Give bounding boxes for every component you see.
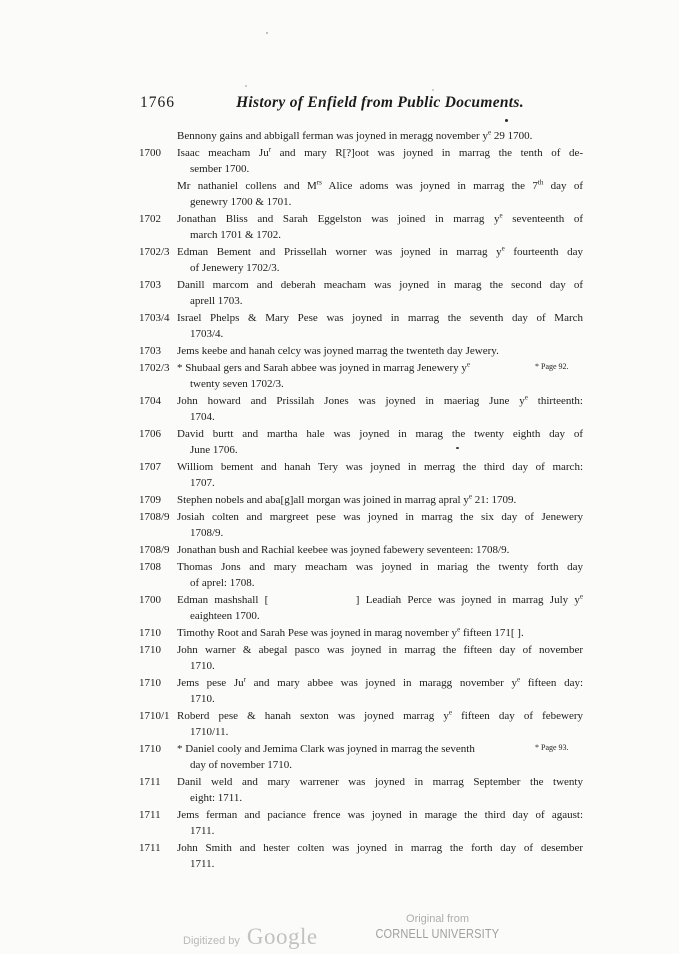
record-line: Isaac meacham Ju$^r$ and mary R[?]oot was joyned in marrag the tenth of de- bbox=[177, 145, 584, 159]
record-entry bbox=[139, 178, 583, 210]
record-entry bbox=[139, 642, 583, 674]
record-line: eaighteen 1700. bbox=[190, 610, 260, 622]
institution-name: CORNELL UNIVERSITY bbox=[375, 927, 500, 941]
record-year: 1710 bbox=[139, 644, 161, 656]
record-line: Timothy Root and Sarah Pese was joyned in marag november $y^e$ fifteen 171[ ]. bbox=[177, 625, 524, 639]
record-line: day of november 1710. bbox=[190, 759, 293, 771]
scan-speck bbox=[245, 85, 247, 87]
record-text bbox=[177, 310, 583, 342]
record-year: 1702/3 bbox=[139, 362, 170, 374]
record-line: Edman Bement and Prissellah worner was joyned in marrag $y^e$ fourteenth day bbox=[177, 244, 583, 258]
record-year: 1704 bbox=[139, 395, 161, 407]
record-line: Williom bement and hanah Tery was joyned in merrag the third day of march: bbox=[177, 461, 583, 473]
record-line: * Daniel cooly and Jemima Clark was joyned in marrag the seventh bbox=[177, 743, 475, 755]
record-entry bbox=[139, 393, 583, 425]
record-line: Jonathan bush and Rachial keebee was joyned fabewery seventeen: 1708/9. bbox=[177, 544, 510, 556]
record-text bbox=[177, 393, 583, 425]
record-line: 1707. bbox=[190, 477, 215, 489]
record-entry bbox=[139, 244, 583, 276]
record-year: 1710 bbox=[139, 743, 161, 755]
record-entry bbox=[139, 492, 583, 508]
record-entry bbox=[139, 625, 583, 641]
record-year: 1700 bbox=[139, 147, 161, 159]
record-line: * Shubaal gers and Sarah abbee was joyned in marrag Jenewery $y^e$ bbox=[177, 360, 470, 374]
record-year: 1702/3 bbox=[139, 246, 170, 258]
record-line: Mr nathaniel collens and $M^{rs}$ Alice adoms was joyned in marrag the 7th day of bbox=[177, 178, 584, 192]
record-line: eight: 1711. bbox=[190, 792, 243, 804]
scan-speck bbox=[432, 89, 434, 91]
record-entry bbox=[139, 559, 583, 591]
record-text bbox=[177, 774, 583, 806]
ink-dot bbox=[456, 447, 459, 449]
record-text bbox=[177, 559, 583, 591]
record-line: march 1701 & 1702. bbox=[190, 229, 282, 241]
record-text bbox=[177, 145, 583, 177]
record-entry bbox=[139, 741, 583, 773]
original-from-credit bbox=[355, 913, 520, 943]
digitized-by-label: Digitized by bbox=[183, 935, 240, 947]
record-entry bbox=[139, 542, 583, 558]
record-year: 1702 bbox=[139, 213, 161, 225]
record-text bbox=[177, 625, 583, 641]
record-line: 1704. bbox=[190, 411, 215, 423]
record-text bbox=[177, 459, 583, 491]
record-text bbox=[177, 807, 583, 839]
record-year bbox=[139, 128, 177, 144]
record-line: sember 1700. bbox=[190, 163, 250, 175]
record-line: Israel Phelps & Mary Pese was joyned in marrag the seventh day of March bbox=[177, 312, 583, 324]
record-entry bbox=[139, 459, 583, 491]
record-entry bbox=[139, 128, 583, 144]
record-text bbox=[177, 343, 583, 359]
record-entry bbox=[139, 592, 583, 624]
record-year: 1708/9 bbox=[139, 511, 170, 523]
record-text bbox=[177, 509, 583, 541]
record-year: 1700 bbox=[139, 594, 161, 606]
record-entry bbox=[139, 211, 583, 243]
record-entry bbox=[139, 840, 583, 872]
margin-note: * Page 93. bbox=[535, 743, 569, 752]
record-entry bbox=[139, 807, 583, 839]
record-line: 1703/4. bbox=[190, 328, 224, 340]
record-text bbox=[177, 840, 583, 872]
record-entry bbox=[139, 426, 583, 458]
record-line: Jems pese Ju$^r$ and mary abbee was joyned in maragg november $y^e$ fifteen day: bbox=[177, 675, 584, 689]
record-entry bbox=[139, 310, 583, 342]
marriage-records-list bbox=[139, 128, 583, 873]
record-text bbox=[177, 708, 583, 740]
record-line: twenty seven 1702/3. bbox=[190, 378, 284, 390]
digitized-by-credit bbox=[183, 924, 318, 950]
record-text bbox=[177, 642, 583, 674]
record-line: Jems keebe and hanah celcy was joyned marrag the twenteth day Jewery. bbox=[177, 345, 499, 357]
record-year: 1708/9 bbox=[139, 544, 170, 556]
record-text bbox=[177, 360, 583, 392]
record-entry bbox=[139, 277, 583, 309]
record-line: Bennony gains and abbigall ferman was joyned in meragg november $y^e$ 29 1700. bbox=[177, 128, 533, 142]
record-year: 1710 bbox=[139, 627, 161, 639]
record-line: Stephen nobels and aba[g]all morgan was joined in marrag apral $y^e$ 21: 1709. bbox=[177, 492, 517, 506]
page-number: 1766 bbox=[140, 94, 175, 111]
record-text bbox=[177, 277, 583, 309]
scan-speck bbox=[266, 32, 268, 34]
record-text bbox=[177, 675, 583, 707]
record-line: 1711. bbox=[190, 825, 215, 837]
scan-footer bbox=[0, 906, 679, 954]
record-line: Jems ferman and paciance frence was joyned in marage the third day of agaust: bbox=[177, 809, 583, 821]
record-line: John warner & abegal pasco was joyned in marrag the fifteen day of november bbox=[177, 644, 583, 656]
record-line: 1708/9. bbox=[190, 527, 224, 539]
record-year: 1711 bbox=[139, 776, 161, 788]
record-year: 1711 bbox=[139, 842, 161, 854]
record-line: June 1706. bbox=[190, 444, 238, 456]
record-line: John howard and Prissilah Jones was joyned in maeriag June $y^e$ thirteenth: bbox=[177, 393, 583, 407]
record-text bbox=[177, 178, 583, 210]
record-entry bbox=[139, 360, 583, 392]
record-line: Edman mashshall [ ] Leadiah Perce was joyned in marrag July $y^e$ bbox=[177, 592, 583, 606]
record-text bbox=[177, 244, 583, 276]
record-year: 1707 bbox=[139, 461, 161, 473]
record-line: 1710. bbox=[190, 693, 215, 705]
record-line: of Jenewery 1702/3. bbox=[190, 262, 280, 274]
record-entry bbox=[139, 509, 583, 541]
record-text bbox=[177, 128, 583, 144]
record-year bbox=[139, 178, 177, 210]
record-year: 1706 bbox=[139, 428, 161, 440]
record-entry bbox=[139, 145, 583, 177]
record-line: Jonathan Bliss and Sarah Eggelston was joined in marrag $y^e$ seventeenth of bbox=[177, 211, 583, 225]
record-line: David burtt and martha hale was joyned in marag the twenty eighth day of bbox=[177, 428, 583, 440]
record-text bbox=[177, 492, 583, 508]
record-line: Josiah colten and margreet pese was joyned in marrag the six day of Jenewery bbox=[177, 511, 583, 523]
record-entry bbox=[139, 343, 583, 359]
record-line: genewry 1700 & 1701. bbox=[190, 196, 292, 208]
record-line: 1711. bbox=[190, 858, 215, 870]
record-line: 1710/11. bbox=[190, 726, 229, 738]
ink-dot bbox=[505, 119, 508, 122]
record-line: Roberd pese & hanah sexton was joyned marrag $y^e$ fifteen day of febewery bbox=[177, 708, 583, 722]
record-text bbox=[177, 211, 583, 243]
record-entry bbox=[139, 675, 583, 707]
record-year: 1703 bbox=[139, 345, 161, 357]
running-title: History of Enfield from Public Documents. bbox=[236, 94, 524, 111]
record-text bbox=[177, 741, 583, 773]
google-logo: Google bbox=[246, 924, 318, 949]
record-text bbox=[177, 542, 583, 558]
record-line: John Smith and hester colten was joyned in marrag the forth day of desember bbox=[177, 842, 583, 854]
page-header bbox=[140, 94, 580, 116]
record-entry bbox=[139, 708, 583, 740]
record-year: 1710/1 bbox=[139, 710, 170, 722]
record-text bbox=[177, 426, 583, 458]
record-line: Danil weld and mary warrener was joyned in marrag September the twenty bbox=[177, 776, 583, 788]
record-year: 1710 bbox=[139, 677, 161, 689]
record-line: of aprel: 1708. bbox=[190, 577, 255, 589]
record-year: 1708 bbox=[139, 561, 161, 573]
record-line: Thomas Jons and mary meacham was joyned in mariag the twenty forth day bbox=[177, 561, 583, 573]
record-year: 1703 bbox=[139, 279, 161, 291]
margin-note: * Page 92. bbox=[535, 362, 569, 371]
original-from-label: Original from bbox=[406, 913, 469, 925]
record-year: 1703/4 bbox=[139, 312, 170, 324]
record-entry bbox=[139, 774, 583, 806]
record-text bbox=[177, 592, 583, 624]
record-line: 1710. bbox=[190, 660, 215, 672]
record-year: 1709 bbox=[139, 494, 161, 506]
record-year: 1711 bbox=[139, 809, 161, 821]
record-line: aprell 1703. bbox=[190, 295, 243, 307]
record-line: Danill marcom and deberah meacham was joyned in marag the second day of bbox=[177, 279, 583, 291]
